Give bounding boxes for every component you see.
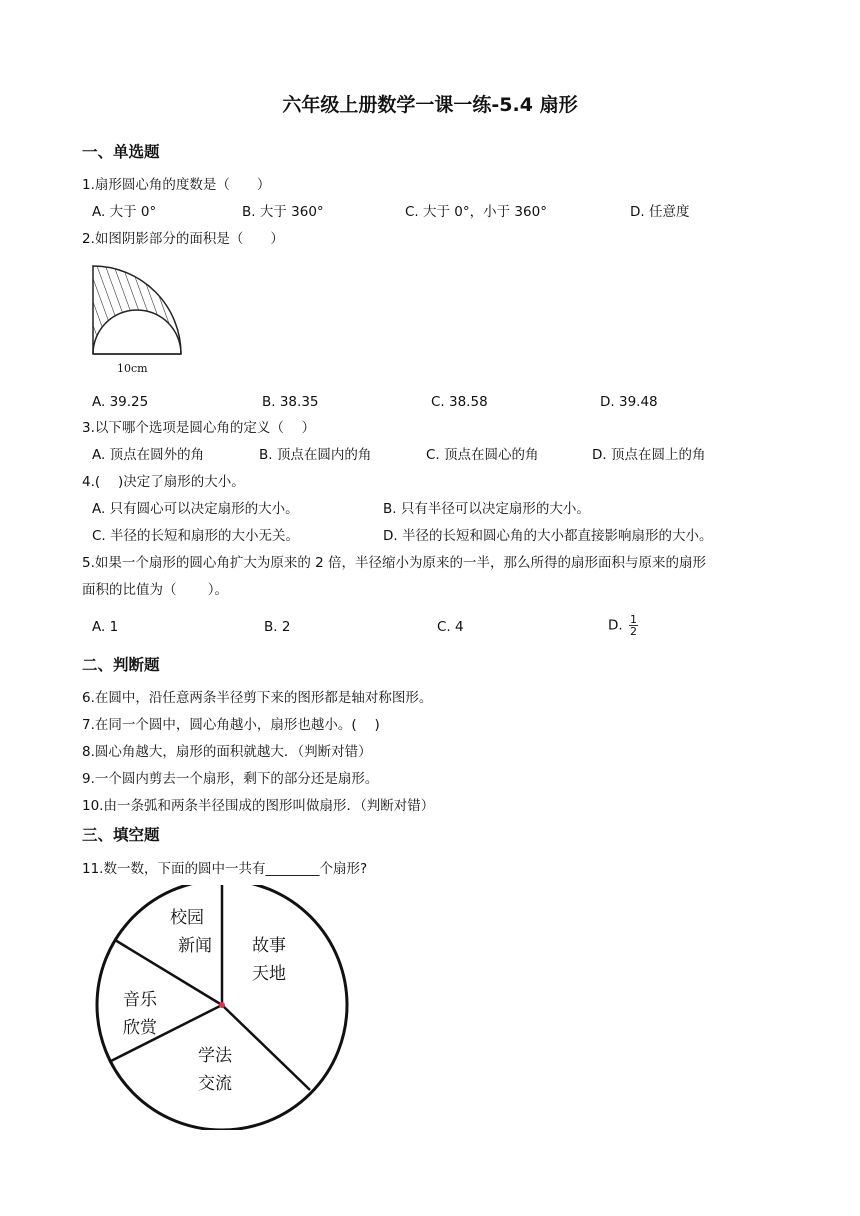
pie-label-story-line1: 故事 [252, 936, 286, 956]
question-2-text: 2.如图阴影部分的面积是（ ） [82, 231, 284, 247]
q2-option-d: D. 39.48 [600, 394, 658, 410]
fraction-denominator: 2 [629, 625, 637, 638]
q3-option-a: A. 顶点在圆外的角 [92, 447, 205, 463]
q1-option-d: D. 任意度 [630, 204, 690, 220]
q1-option-b: B. 大于 360° [242, 204, 324, 220]
question-11-text: 11.数一数，下面的圆中一共有________个扇形? [82, 861, 368, 877]
fraction-numerator: 1 [629, 613, 637, 626]
pie-label-campus-line1: 校园 [170, 908, 204, 928]
question-5-text-line1: 5.如果一个扇形的圆心角扩大为原来的 2 倍，半径缩小为原来的一半，那么所得的扇形面积与原来的扇形 [82, 555, 707, 571]
q2-figure-label: 10cm [117, 362, 148, 375]
question-8-text: 8.圆心角越大，扇形的面积就越大．（判断对错） [82, 744, 372, 760]
question-3-text: 3.以下哪个选项是圆心角的定义（ ） [82, 420, 316, 436]
pie-label-study-line2: 交流 [198, 1074, 232, 1094]
q5-option-a: A. 1 [92, 619, 119, 635]
pie-label-study-line1: 学法 [198, 1046, 232, 1066]
q5-option-d [608, 614, 638, 637]
question-1-text: 1.扇形圆心角的度数是（ ） [82, 177, 271, 193]
q5-option-d-fraction [629, 614, 638, 637]
section-heading-true-false: 二、判断题 [82, 656, 160, 674]
pie-label-story-line2: 天地 [252, 964, 286, 984]
page-title: 六年级上册数学一课一练-5.4 扇形 [282, 94, 578, 116]
section-heading-fill-in: 三、填空题 [82, 826, 160, 844]
pie-label-music-line1: 音乐 [123, 990, 157, 1010]
q5-option-c: C. 4 [437, 619, 464, 635]
radius-line [222, 1005, 310, 1090]
q3-option-d: D. 顶点在圆上的角 [592, 447, 706, 463]
question-5-text-line2: 面积的比值为（ ）。 [82, 582, 229, 598]
q5-option-b: B. 2 [264, 619, 291, 635]
q1-option-a: A. 大于 0° [92, 204, 157, 220]
q4-option-c: C. 半径的长短和扇形的大小无关。 [92, 528, 300, 544]
q1-option-c: C. 大于 0°，小于 360° [405, 204, 547, 220]
q2-option-c: C. 38.58 [431, 394, 488, 410]
question-4-text: 4.( )决定了扇形的大小。 [82, 474, 245, 490]
center-dot [219, 1002, 225, 1008]
section-heading-single-choice: 一、单选题 [82, 143, 160, 161]
q4-option-a: A. 只有圆心可以决定扇形的大小。 [92, 501, 299, 517]
q5-option-d-label: D. [608, 617, 627, 634]
q11-circle-sectors-figure [90, 885, 360, 1130]
pie-label-campus-line2: 新闻 [178, 936, 212, 956]
q3-option-c: C. 顶点在圆心的角 [426, 447, 539, 463]
q2-option-a: A. 39.25 [92, 394, 149, 410]
pie-label-music-line2: 欣赏 [123, 1018, 157, 1038]
q3-option-b: B. 顶点在圆内的角 [259, 447, 372, 463]
question-10-text: 10.由一条弧和两条半径围成的图形叫做扇形．（判断对错） [82, 798, 435, 814]
q4-option-b: B. 只有半径可以决定扇形的大小。 [383, 501, 590, 517]
q2-option-b: B. 38.35 [262, 394, 319, 410]
question-9-text: 9.一个圆内剪去一个扇形，剩下的部分还是扇形。 [82, 771, 379, 787]
q4-option-d: D. 半径的长短和圆心角的大小都直接影响扇形的大小。 [383, 528, 713, 544]
question-7-text: 7.在同一个圆中，圆心角越小，扇形也越小。( ) [82, 717, 380, 733]
question-6-text: 6.在圆中，沿任意两条半径剪下来的图形都是轴对称图形。 [82, 690, 433, 706]
